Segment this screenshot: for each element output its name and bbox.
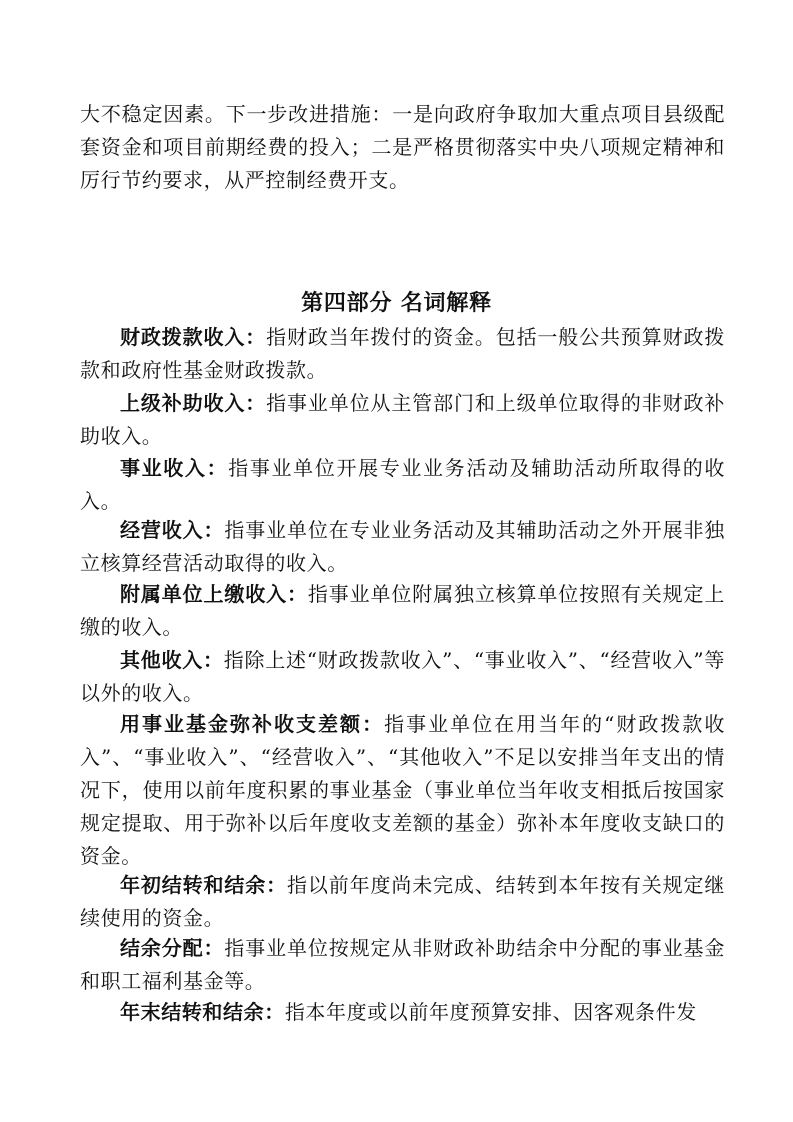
definition-text: 指事业单位按规定从非财政补助结余中分配的事业基金和职工福利基金等。 [80, 936, 725, 993]
definition-paragraph [80, 387, 725, 453]
definition-paragraph [80, 869, 725, 935]
definition-paragraph [80, 578, 725, 644]
definition-text: 指财政当年拨付的资金。包括一般公共预算财政拨款和政府性基金财政拨款。 [80, 325, 726, 382]
definition-term: 用事业基金弥补收支差额： [120, 712, 385, 736]
definition-text: 指事业单位开展专业业务活动及辅助活动所取得的收入。 [80, 456, 726, 513]
definition-term: 年末结转和结余： [120, 1000, 285, 1024]
definition-term: 其他收入： [120, 648, 224, 672]
definition-term: 附属单位上缴收入： [120, 582, 308, 606]
definition-paragraph [80, 996, 725, 1029]
definition-term: 事业收入： [120, 456, 229, 480]
definition-term: 经营收入： [120, 518, 225, 542]
definition-term: 上级补助收入： [120, 391, 267, 415]
section-heading: 第四部分 名词解释 [301, 291, 492, 316]
definition-paragraph [80, 452, 725, 518]
definition-paragraph [80, 708, 725, 873]
definition-text: 指事业单位在专业业务活动及其辅助活动之外开展非独立核算经营活动取得的收入。 [80, 518, 725, 575]
definition-text: 指事业单位在用当年的“财政拨款收入”、“事业收入”、“经营收入”、“其他收入”不足以安排当年支出的情况下，使用以前年度积累的事业基金（事业单位当年收支相抵后按国家规定提取、用于弥补以后年度收支差额的基金）弥补本年度收支缺口的资金。 [80, 712, 725, 868]
definition-paragraph [80, 514, 725, 580]
definition-text: 指以前年度尚未完成、结转到本年按有关规定继续使用的资金。 [80, 873, 725, 930]
definition-text: 指除上述“财政拨款收入”、“事业收入”、“经营收入”等以外的收入。 [80, 648, 725, 705]
definition-term: 结余分配： [120, 936, 225, 960]
definition-term: 财政拨款收入： [120, 325, 267, 349]
definition-term: 年初结转和结余： [120, 873, 287, 897]
definition-paragraph [80, 644, 725, 710]
definition-text: 指事业单位从主管部门和上级单位取得的非财政补助收入。 [80, 391, 726, 448]
definition-paragraph [80, 321, 725, 387]
definition-text: 指事业单位附属独立核算单位按照有关规定上缴的收入。 [80, 582, 725, 639]
intro-paragraph: 大不稳定因素。下一步改进措施：一是向政府争取加大重点项目县级配套资金和项目前期经费的投入；二是严格贯彻落实中央八项规定精神和厉行节约要求，从严控制经费开支。 [80, 102, 725, 192]
definition-paragraph [80, 932, 725, 998]
definition-text: 指本年度或以前年度预算安排、因客观条件发 [284, 1000, 697, 1024]
